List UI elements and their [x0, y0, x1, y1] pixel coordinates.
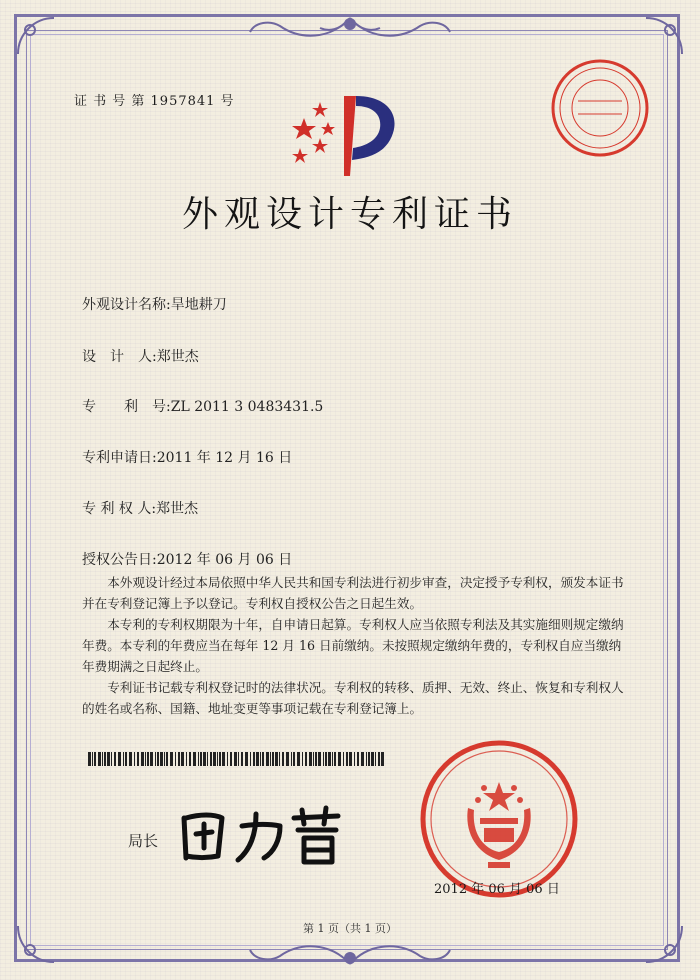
field-value: 旱地耕刀 — [170, 297, 227, 313]
field-value: 2011 年 12 月 16 日 — [156, 450, 293, 466]
field-grant-date — [82, 549, 292, 569]
body-paragraph: 专利证书记载专利权登记时的法律状况。专利权的转移、质押、无效、终止、恢复和专利权人的姓名或名称、国籍、地址变更等事项记载在专利登记簿上。 — [82, 680, 624, 716]
field-patent-number — [82, 396, 323, 416]
certificate-title: 外观设计专利证书 — [181, 194, 518, 235]
field-label: 专 利 号: — [82, 399, 171, 415]
director-signature-icon — [170, 800, 350, 870]
barcode-icon — [88, 752, 388, 766]
corner-ornament-top-left-icon — [14, 14, 60, 60]
tax-stamp-seal-icon — [548, 56, 652, 160]
certificate-number: 证 书 号 第 1957841 号 — [74, 94, 235, 109]
corner-ornament-top-right-icon — [640, 14, 686, 60]
field-value: 2012 年 06 月 06 日 — [156, 552, 293, 568]
director-label: 局长 — [128, 832, 159, 850]
bottom-ornament-icon — [240, 936, 460, 972]
page-number: 第 1 页（共 1 页） — [303, 922, 397, 935]
field-label: 专 利 权 人: — [82, 501, 157, 517]
field-patentee — [82, 498, 198, 518]
body-paragraph: 本外观设计经过本局依照中华人民共和国专利法进行初步审查，决定授予专利权，颁发本证书并在专利登记簿上予以登记。专利权自授权公告之日起生效。 — [82, 575, 624, 611]
field-designer — [82, 346, 199, 366]
field-value: 郑世杰 — [156, 501, 199, 517]
sign-date: 2012 年 06 月 06 日 — [434, 882, 560, 897]
field-label: 设 计 人: — [82, 349, 157, 365]
field-value: ZL 2011 3 0483431.5 — [170, 399, 324, 415]
field-design-name — [82, 294, 227, 314]
certificate-body — [82, 572, 630, 719]
national-ip-office-seal-icon — [418, 738, 580, 900]
field-application-date — [82, 447, 292, 467]
field-label: 专利申请日: — [82, 450, 157, 466]
cnipa-logo-icon — [290, 88, 410, 178]
field-value: 郑世杰 — [156, 349, 199, 365]
field-label: 外观设计名称: — [82, 297, 171, 313]
body-paragraph: 本专利的专利权期限为十年，自申请日起算。专利权人应当依照专利法及其实施细则规定缴纳年费。本专利的年费应当在每年 12 月 16 日前缴纳。未按照规定缴纳年费的，专利权自应当缴纳年费期满之日起终止。 — [82, 617, 624, 674]
field-label: 授权公告日: — [82, 552, 157, 568]
top-ornament-icon — [240, 10, 460, 50]
